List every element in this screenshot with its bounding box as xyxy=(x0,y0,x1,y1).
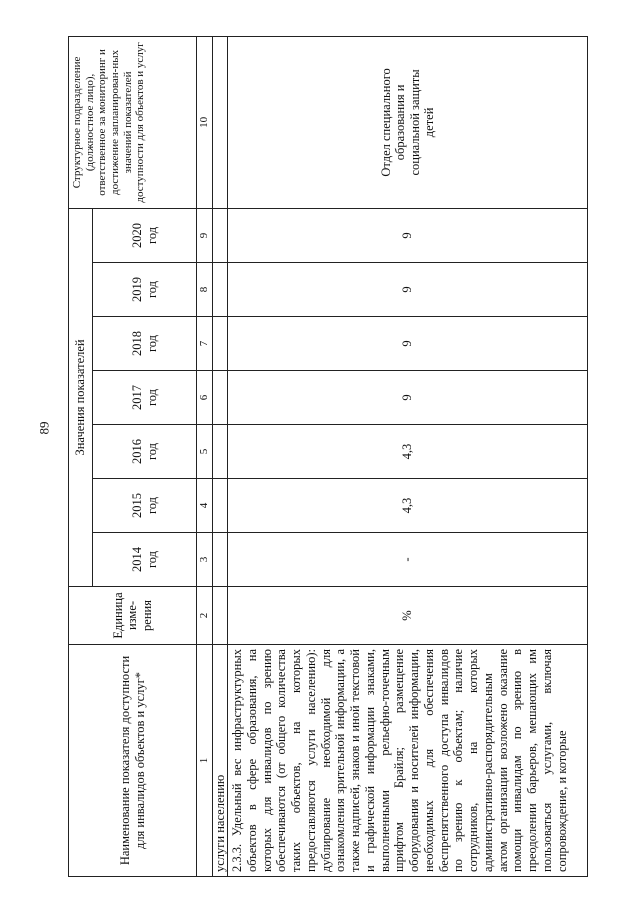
header-year: 2014 год xyxy=(93,533,197,587)
indicator-value: 4,3 xyxy=(228,425,588,479)
indicator-value: - xyxy=(228,533,588,587)
column-number: 7 xyxy=(197,317,213,371)
header-year: 2020 год xyxy=(93,208,197,262)
header-year: 2018 год xyxy=(93,317,197,371)
header-year: 2015 год xyxy=(93,479,197,533)
indicators-table xyxy=(68,36,588,877)
column-number: 2 xyxy=(197,587,213,645)
header-responsible: Структурное подразделение (должностное лицо), ответственное за мониторинг и достижение запланирован-ных значений показателей доступности для объектов и услуг xyxy=(69,36,197,208)
indicator-value: 9 xyxy=(228,371,588,425)
header-year: 2016 год xyxy=(93,425,197,479)
row-continuation: услуги населению xyxy=(212,645,227,877)
indicator-value: 9 xyxy=(228,317,588,371)
indicator-unit: % xyxy=(228,587,588,645)
indicator-value: 4,3 xyxy=(228,479,588,533)
column-number: 3 xyxy=(197,533,213,587)
header-year: 2017 год xyxy=(93,371,197,425)
column-number: 6 xyxy=(197,371,213,425)
indicator-value: 9 xyxy=(228,208,588,262)
rotated-table-container xyxy=(68,37,588,877)
page-number: 89 xyxy=(36,421,52,435)
column-number: 1 xyxy=(197,645,213,877)
indicator-value: 9 xyxy=(228,263,588,317)
indicator-description: 2.3.3. Удельный вес инфраструктурных объектов в сфере образования, на которых для инвалидов по зрению обеспечиваются (от общего количества таких объектов, на которых предоставляются услуги населению): дублирование необходимой для ознакомления зрительной информации, а также надписей, знаков и иной текстовой и графической информации знаками, выполненными рельефно-точечным шрифтом Брайля; размещение оборудования и носителей информации, необходимых для обеспечения беспрепятственного доступа инвалидов по зрению к объектам; наличие сотрудников, на которых административно-распорядительным актом организации возложено оказание помощи инвалидам по зрению в преодолении барьеров, мешающих им пользоваться услугами, включая сопровождение, и которые xyxy=(228,645,588,877)
header-name: Наименование показателя доступности для инвалидов объектов и услуг* xyxy=(69,645,197,877)
column-number: 10 xyxy=(197,36,213,208)
header-values-group: Значения показателей xyxy=(69,208,93,586)
column-number: 5 xyxy=(197,425,213,479)
column-number: 9 xyxy=(197,208,213,262)
header-year: 2019 год xyxy=(93,263,197,317)
column-number: 8 xyxy=(197,263,213,317)
column-number: 4 xyxy=(197,479,213,533)
responsible-department: Отдел специального образования и социальной защиты детей xyxy=(228,36,588,208)
header-unit: Единица изме-рения xyxy=(69,587,197,645)
